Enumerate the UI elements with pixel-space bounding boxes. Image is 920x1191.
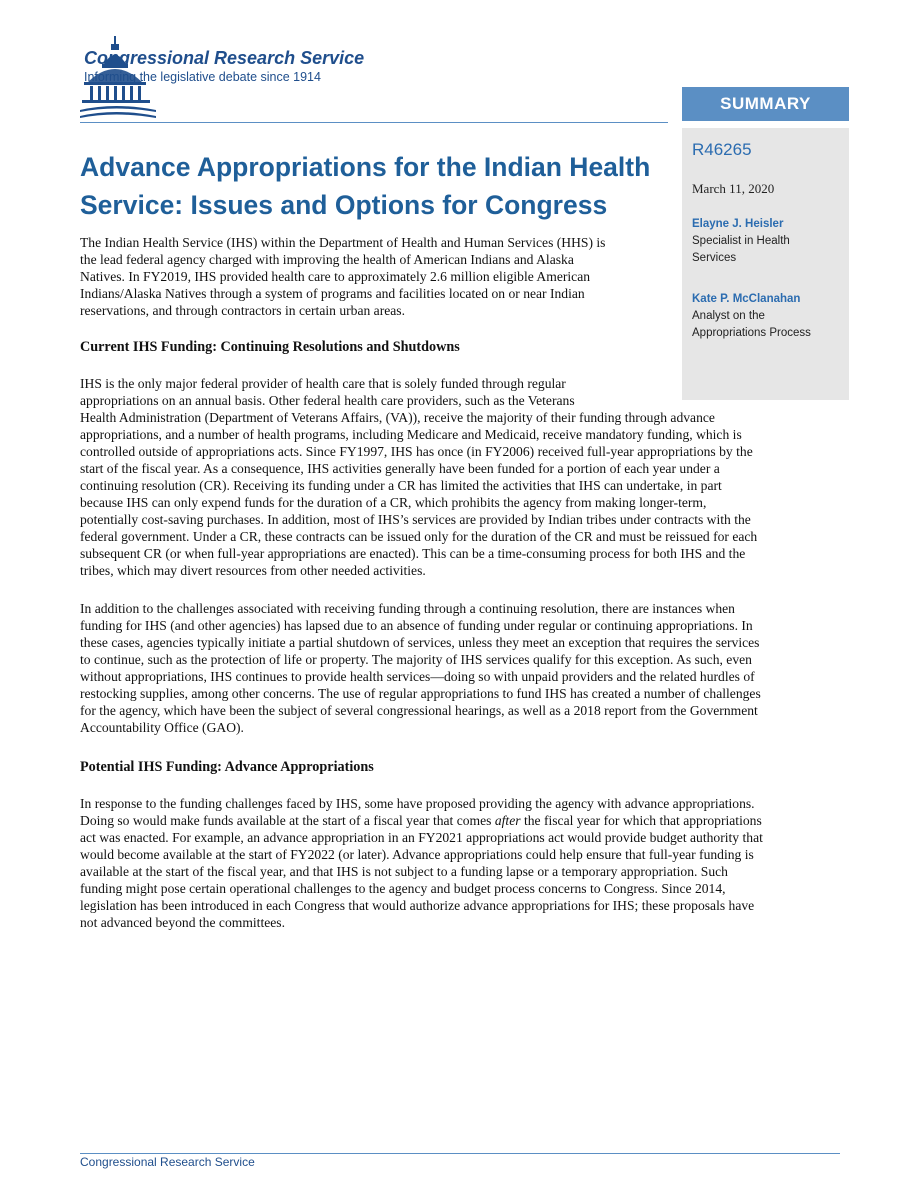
text-line: Indians/Alaska Natives through a system of programs and facilities located on or near Indian <box>80 286 585 301</box>
header-divider <box>80 122 668 123</box>
text-line: controlled outside of appropriations acts. Since FY1997, IHS has once (in FY2006) received full-year appropriations by the <box>80 444 753 459</box>
text-line: not advanced beyond the committees. <box>80 915 285 930</box>
text-line: funding might pose certain operational challenges to the agency and budget process concerns to Congress. Since 2014, <box>80 881 726 896</box>
text-line: continuing resolution (CR). Receiving its funding under a CR has limited the activities that IHS can undertake, in part <box>80 478 722 493</box>
section-heading: Current IHS Funding: Continuing Resolutions and Shutdowns <box>80 339 460 355</box>
text-line: appropriations on an annual basis. Other federal health care providers, such as the Veterans <box>80 393 575 408</box>
author-name: Kate P. McClanahan <box>692 293 801 305</box>
author-title: Services <box>692 252 737 264</box>
text-run: Doing so would make funds available at the start of a fiscal year that comes <box>80 813 495 828</box>
section-heading: Potential IHS Funding: Advance Appropriations <box>80 759 374 775</box>
text-line: potentially cost-saving purchases. In addition, most of IHS’s services are provided by Indian tribes under contracts with the <box>80 512 751 527</box>
org-tagline: Informing the legislative debate since 1914 <box>84 70 321 84</box>
footer-divider <box>80 1153 840 1154</box>
text-line: federal government. Under a CR, these contracts can be issued only for the duration of the CR and must be reissued for each <box>80 529 758 544</box>
text-line: these cases, agencies typically initiate a partial shutdown of services, unless they meet an exception that requires the services <box>80 635 760 650</box>
author-block <box>692 291 811 342</box>
text-line: funding for IHS (and other agencies) has lapsed due to an absence of funding under regular or continuing appropriations. In <box>80 618 753 633</box>
text-line: The Indian Health Service (IHS) within the Department of Health and Human Services (HHS) is <box>80 235 606 250</box>
text-line: appropriations, and a number of health programs, including Medicare and Medicaid, receive mandatory funding, which is <box>80 427 742 442</box>
emphasis-text: after <box>494 813 521 828</box>
text-line: legislation has been introduced in each Congress that would authorize advance appropriations for IHS; these proposals have <box>80 898 755 913</box>
text-line: Natives. In FY2019, IHS provided health care to approximately 2.6 million eligible American <box>80 269 591 284</box>
text-line: tribes, which may divert resources from other needed activities. <box>80 563 426 578</box>
author-title: Analyst on the <box>692 310 765 322</box>
text-line: start of the fiscal year. As a consequence, IHS activities generally have been funded for a portion of each year under a <box>80 461 720 476</box>
title-line: Service: Issues and Options for Congress <box>80 190 608 220</box>
text-run: the fiscal year for which that appropriations <box>520 813 762 828</box>
report-date: March 11, 2020 <box>692 181 775 196</box>
text-line: In response to the funding challenges faced by IHS, some have proposed providing the agency with advance appropriations. <box>80 796 755 811</box>
text-line: available at the start of the fiscal year, and that IHS is not subject to a funding lapse or a temporary appropriation. Such <box>80 864 728 879</box>
text-line: the lead federal agency charged with improving the health of American Indians and Alaska <box>80 252 574 267</box>
report-number: R46265 <box>692 140 752 159</box>
document-title <box>80 148 670 224</box>
author-title: Appropriations Process <box>692 327 811 339</box>
org-name: Congressional Research Service <box>84 48 365 68</box>
text-line: Accountability Office (GAO). <box>80 720 244 735</box>
text-line: subsequent CR (or when full-year appropriations are enacted). This can be a time-consuming process for both IHS and the <box>80 546 746 561</box>
text-line: for the agency, which have been the subject of several congressional hearings, as well as a 2018 report from the Government <box>80 703 758 718</box>
text-line: to continue, such as the protection of life or property. The majority of IHS services qualify for this exception. As such, even <box>80 652 752 667</box>
intro-paragraph <box>80 234 605 319</box>
text-line: In addition to the challenges associated with receiving funding through a continuing resolution, there are instances when <box>80 601 735 616</box>
text-line: Health Administration (Department of Veterans Affairs, (VA)), receive the majority of their funding through advance <box>80 410 715 425</box>
body-paragraph <box>80 375 757 579</box>
text-line: reservations, and through contractors in certain urban areas. <box>80 303 405 318</box>
author-title: Specialist in Health <box>692 235 790 247</box>
author-block <box>692 216 790 267</box>
summary-tab: SUMMARY <box>682 87 849 121</box>
footer-text: Congressional Research Service <box>80 1155 255 1169</box>
body-paragraph <box>80 600 761 736</box>
text-line: IHS is the only major federal provider of health care that is solely funded through regular <box>80 376 566 391</box>
text-line: act was enacted. For example, an advance appropriation in an FY2021 appropriations act would provide budget authority that <box>80 830 763 845</box>
author-name: Elayne J. Heisler <box>692 218 784 230</box>
text-line: without appropriations, IHS continues to provide health services—doing so with unpaid providers and the related hurdles of <box>80 669 755 684</box>
text-line: restocking supplies, among other concerns. The use of regular appropriations to fund IHS has created a number of challenges <box>80 686 761 701</box>
text-line: would become available at the start of FY2022 (or later). Advance appropriations could help ensure that full-year funding is <box>80 847 754 862</box>
body-paragraph <box>80 795 763 931</box>
text-line: because IHS can only expend funds for the duration of a CR, which prohibits the agency from making longer-term, <box>80 495 707 510</box>
text-line <box>80 812 763 829</box>
summary-sidebar <box>682 128 849 400</box>
title-line: Advance Appropriations for the Indian Health <box>80 152 651 182</box>
